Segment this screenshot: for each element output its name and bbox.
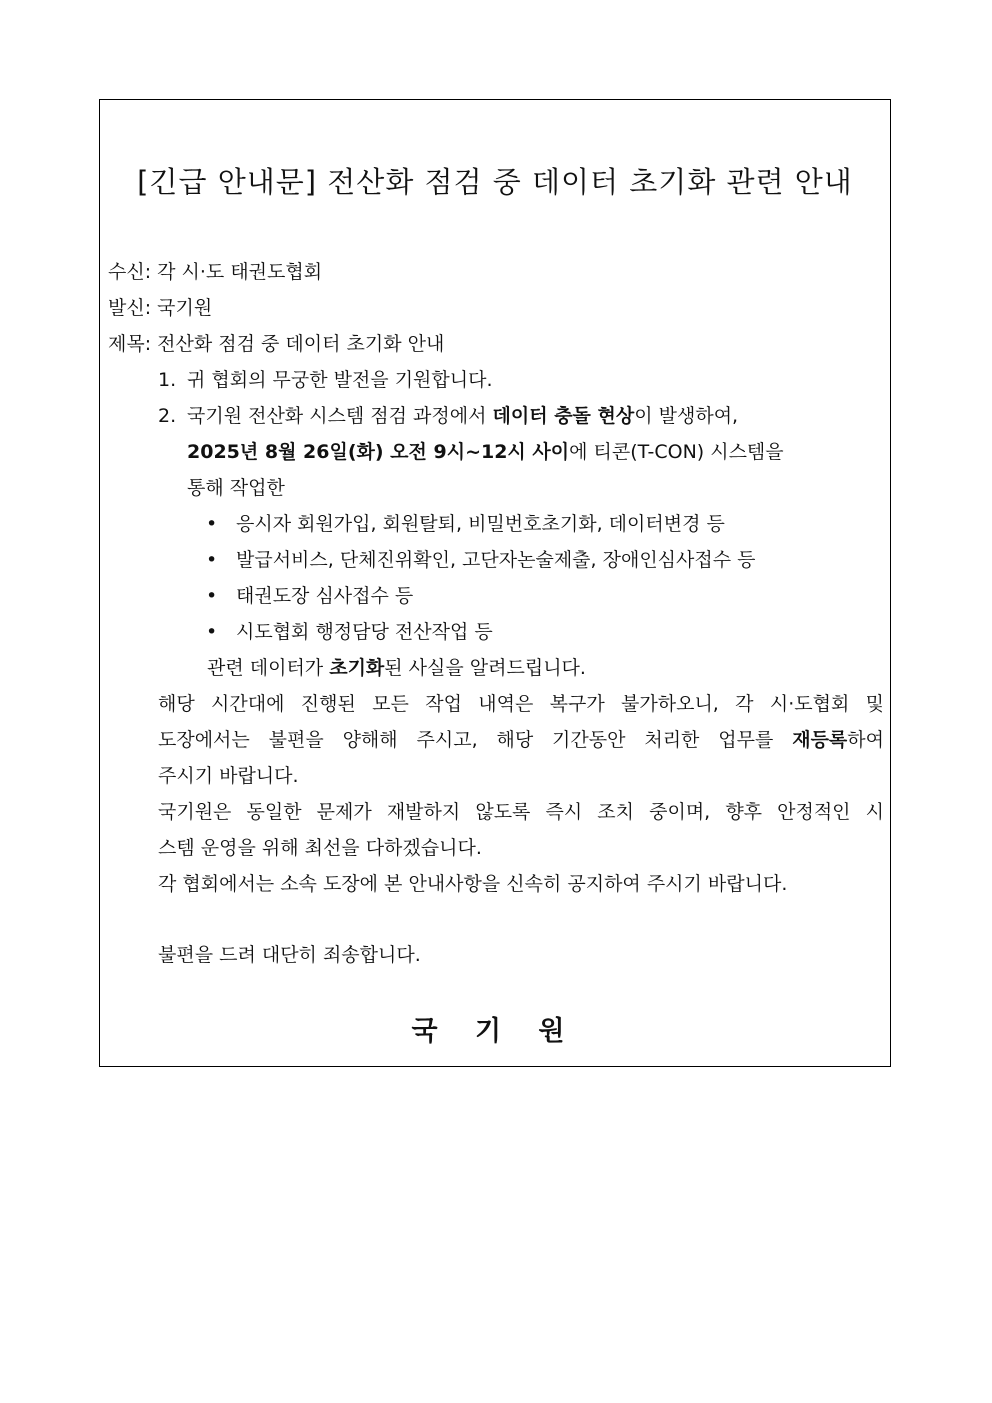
- sender-line: 발신: 국기원: [108, 297, 213, 319]
- bullet-text: 응시자 회원가입, 회원탈퇴, 비밀번호초기화, 데이터변경 등: [236, 513, 725, 535]
- paragraph-1-text-a: 도장에서는 불편을 양해해 주시고, 해당 기간동안 처리한 업무를: [158, 729, 793, 751]
- item-2-number: 2.: [158, 405, 177, 427]
- bullet-text: 태권도장 심사접수 등: [236, 585, 414, 607]
- paragraph-1-line-1: 해당 시간대에 진행된 모든 작업 내역은 복구가 불가하오니, 각 시·도협회 및: [158, 693, 884, 715]
- bullet-text: 발급서비스, 단체진위확인, 고단자논술제출, 장애인심사접수 등: [236, 549, 756, 571]
- reregister-emphasis: 재등록: [792, 729, 848, 751]
- item-1: [158, 368, 493, 392]
- document-title: [긴급 안내문] 전산화 점검 중 데이터 초기화 관련 안내: [137, 165, 853, 199]
- reset-notice-line: [207, 656, 586, 680]
- item-2-text-a: 국기원 전산화 시스템 점검 과정에서: [187, 405, 493, 427]
- paragraph-1-line-3: 주시기 바랍니다.: [158, 765, 299, 787]
- bullet-item: [206, 584, 413, 608]
- subject-line: 제목: 전산화 점검 중 데이터 초기화 안내: [108, 333, 445, 355]
- item-2-text-b: 이 발생하여,: [634, 405, 739, 427]
- item-1-number: 1.: [158, 369, 177, 391]
- item-2-line-1: [158, 404, 738, 428]
- paragraph-1-line-2: [158, 728, 884, 752]
- bullet-item: [206, 620, 493, 644]
- item-2-line-3: 통해 작업한: [187, 477, 285, 499]
- bullet-icon: •: [206, 585, 218, 607]
- paragraph-2-line-1: 국기원은 동일한 문제가 재발하지 않도록 즉시 조치 중이며, 향후 안정적인 시: [158, 801, 884, 823]
- bullet-icon: •: [206, 513, 218, 535]
- incident-time: 2025년 8월 26일(화) 오전 9시~12시 사이: [187, 441, 570, 463]
- item-2-emphasis: 데이터 충돌 현상: [492, 405, 635, 427]
- apology-line: 불편을 드려 대단히 죄송합니다.: [158, 944, 421, 966]
- reset-emphasis: 초기화: [329, 657, 385, 679]
- item-2-system-text: 에 티콘(T-CON) 시스템을: [569, 441, 784, 463]
- item-2-line-2: [187, 440, 784, 464]
- signature: 국 기 원: [411, 1016, 579, 1047]
- paragraph-2-line-2: 스템 운영을 위해 최선을 다하겠습니다.: [158, 837, 482, 859]
- bullet-text: 시도협회 행정담당 전산작업 등: [236, 621, 493, 643]
- reset-text-b: 된 사실을 알려드립니다.: [384, 657, 586, 679]
- bullet-icon: •: [206, 549, 218, 571]
- bullet-item: [206, 512, 725, 536]
- bullet-item: [206, 548, 755, 572]
- notice-document: [99, 99, 891, 1067]
- recipient-line: 수신: 각 시·도 태권도협회: [108, 261, 323, 283]
- paragraph-1-text-b: 하여: [847, 729, 884, 751]
- paragraph-3: 각 협회에서는 소속 도장에 본 안내사항을 신속히 공지하여 주시기 바랍니다.: [158, 873, 788, 895]
- item-1-text: 귀 협회의 무궁한 발전을 기원합니다.: [187, 369, 493, 391]
- bullet-icon: •: [206, 621, 218, 643]
- reset-text-a: 관련 데이터가: [207, 657, 330, 679]
